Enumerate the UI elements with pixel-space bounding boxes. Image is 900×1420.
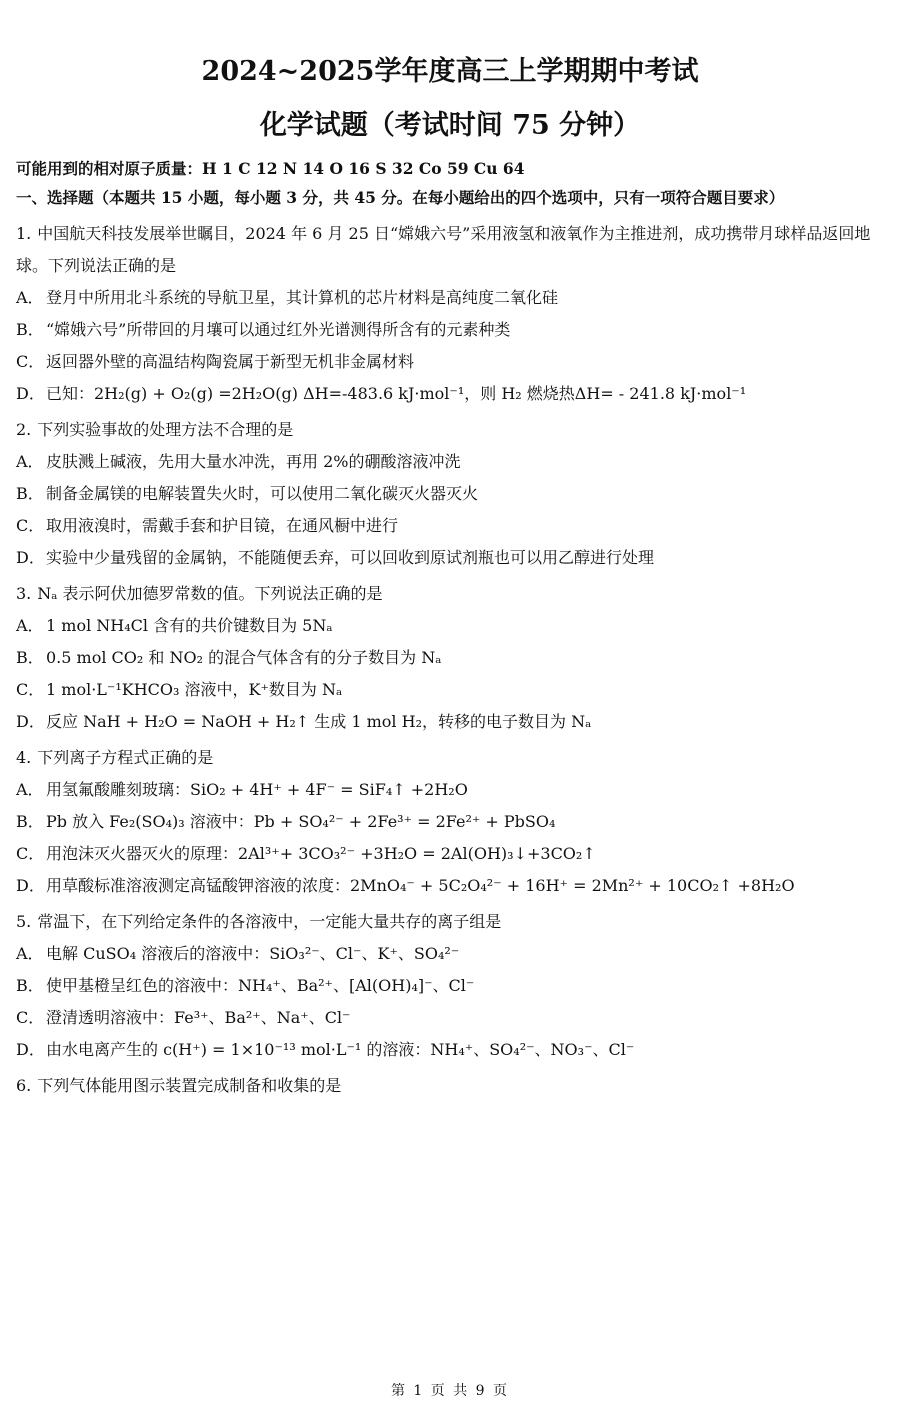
option-d bbox=[16, 542, 884, 574]
question-text: Nₐ 表示阿伏加德罗常数的值。下列说法正确的是 bbox=[37, 584, 383, 603]
question-stem bbox=[16, 414, 884, 446]
option-a bbox=[16, 774, 884, 806]
option-text: 制备金属镁的电解装置失火时，可以使用二氧化碳灭火器灭火 bbox=[46, 484, 479, 503]
question-stem bbox=[16, 1070, 884, 1102]
option-d bbox=[16, 706, 884, 738]
option-a bbox=[16, 282, 884, 314]
section-heading: 一、选择题（本题共 15 小题，每小题 3 分，共 45 分。在每小题给出的四个选项中，只有一项符合题目要求） bbox=[16, 188, 785, 207]
exam-title: 2024~2025学年度高三上学期期中考试 bbox=[201, 56, 699, 87]
option-label: B． bbox=[16, 648, 44, 667]
option-text: 由水电离产生的 c(H⁺) = 1×10⁻¹³ mol·L⁻¹ 的溶液：NH₄⁺、SO₄²⁻、NO₃⁻、Cl⁻ bbox=[46, 1040, 635, 1059]
option-text: 用草酸标准溶液测定高锰酸钾溶液的浓度：2MnO₄⁻ + 5C₂O₄²⁻ + 16H⁺ = 2Mn²⁺ + 10CO₂↑ +8H₂O bbox=[46, 876, 795, 895]
option-c bbox=[16, 510, 884, 542]
option-text: 1 mol NH₄Cl 含有的共价键数目为 5Nₐ bbox=[46, 616, 333, 635]
option-label: D． bbox=[16, 1040, 45, 1059]
option-c bbox=[16, 674, 884, 706]
option-text: 取用液溴时，需戴手套和护目镜，在通风橱中进行 bbox=[46, 516, 399, 535]
option-c bbox=[16, 346, 884, 378]
option-label: C． bbox=[16, 352, 45, 371]
option-label: B． bbox=[16, 320, 44, 339]
option-label: C． bbox=[16, 844, 45, 863]
question-text: 下列气体能用图示装置完成制备和收集的是 bbox=[37, 1076, 342, 1095]
option-label: D． bbox=[16, 712, 45, 731]
option-d bbox=[16, 1034, 884, 1066]
option-label: B． bbox=[16, 976, 44, 995]
option-text: Pb 放入 Fe₂(SO₄)₃ 溶液中：Pb + SO₄²⁻ + 2Fe³⁺ = 2Fe²⁺ + PbSO₄ bbox=[46, 812, 556, 831]
atomic-masses: 可能用到的相对原子质量：H 1 C 12 N 14 O 16 S 32 Co 59 Cu 64 bbox=[16, 159, 525, 178]
option-label: A． bbox=[16, 780, 44, 799]
option-a bbox=[16, 446, 884, 478]
option-d bbox=[16, 870, 884, 902]
question-number: 2. bbox=[16, 420, 32, 439]
option-b bbox=[16, 970, 884, 1002]
option-label: A． bbox=[16, 944, 44, 963]
option-text: 已知：2H₂(g) + O₂(g) =2H₂O(g) ΔH=-483.6 kJ·mol⁻¹，则 H₂ 燃烧热ΔH= - 241.8 kJ·mol⁻¹ bbox=[46, 384, 747, 403]
option-text: 0.5 mol CO₂ 和 NO₂ 的混合气体含有的分子数目为 Nₐ bbox=[46, 648, 442, 667]
question-text: 下列实验事故的处理方法不合理的是 bbox=[37, 420, 294, 439]
question-list bbox=[16, 218, 884, 1102]
option-label: A． bbox=[16, 616, 44, 635]
question-number: 3. bbox=[16, 584, 32, 603]
option-label: D． bbox=[16, 384, 45, 403]
option-text: 皮肤溅上碱液，先用大量水冲洗，再用 2%的硼酸溶液冲洗 bbox=[46, 452, 461, 471]
question-text: 下列离子方程式正确的是 bbox=[37, 748, 214, 767]
option-label: D． bbox=[16, 876, 45, 895]
question-stem bbox=[16, 906, 884, 938]
question-text: 中国航天科技发展举世瞩目，2024 年 6 月 25 日“嫦娥六号”采用液氢和液氧作为主推进剂，成功携带月球样品返回地球。下列说法正确的是 bbox=[16, 224, 871, 275]
option-text: 使甲基橙呈红色的溶液中：NH₄⁺、Ba²⁺、[Al(OH)₄]⁻、Cl⁻ bbox=[46, 976, 475, 995]
option-c bbox=[16, 1002, 884, 1034]
question-number: 1. bbox=[16, 224, 32, 243]
question-stem bbox=[16, 578, 884, 610]
option-label: A． bbox=[16, 288, 44, 307]
option-b bbox=[16, 642, 884, 674]
question-number: 5. bbox=[16, 912, 32, 931]
option-label: D． bbox=[16, 548, 45, 567]
option-b bbox=[16, 806, 884, 838]
option-text: 澄清透明溶液中：Fe³⁺、Ba²⁺、Na⁺、Cl⁻ bbox=[46, 1008, 351, 1027]
option-d bbox=[16, 378, 884, 410]
option-label: A． bbox=[16, 452, 44, 471]
option-text: 实验中少量残留的金属钠，不能随便丢弃，可以回收到原试剂瓶也可以用乙醇进行处理 bbox=[46, 548, 655, 567]
option-label: C． bbox=[16, 680, 45, 699]
option-text: 电解 CuSO₄ 溶液后的溶液中：SiO₃²⁻、Cl⁻、K⁺、SO₄²⁻ bbox=[46, 944, 460, 963]
option-label: C． bbox=[16, 1008, 45, 1027]
option-text: 用氢氟酸雕刻玻璃：SiO₂ + 4H⁺ + 4F⁻ = SiF₄↑ +2H₂O bbox=[46, 780, 468, 799]
question-text: 常温下，在下列给定条件的各溶液中，一定能大量共存的离子组是 bbox=[37, 912, 502, 931]
question-number: 6. bbox=[16, 1076, 32, 1095]
option-text: 返回器外壁的高温结构陶瓷属于新型无机非金属材料 bbox=[46, 352, 415, 371]
question-stem bbox=[16, 218, 884, 282]
page-footer: 第 1 页 共 9 页 bbox=[390, 1383, 510, 1399]
option-label: C． bbox=[16, 516, 45, 535]
option-b bbox=[16, 314, 884, 346]
option-text: 反应 NaH + H₂O = NaOH + H₂↑ 生成 1 mol H₂，转移的电子数目为 Nₐ bbox=[46, 712, 592, 731]
option-label: B． bbox=[16, 484, 44, 503]
option-label: B． bbox=[16, 812, 44, 831]
question-number: 4. bbox=[16, 748, 32, 767]
option-text: 登月中所用北斗系统的导航卫星，其计算机的芯片材料是高纯度二氧化硅 bbox=[46, 288, 559, 307]
option-text: 1 mol·L⁻¹KHCO₃ 溶液中，K⁺数目为 Nₐ bbox=[46, 680, 343, 699]
option-a bbox=[16, 938, 884, 970]
option-text: 用泡沫灭火器灭火的原理：2Al³⁺+ 3CO₃²⁻ +3H₂O = 2Al(OH)₃↓+3CO₂↑ bbox=[46, 844, 596, 863]
exam-subtitle: 化学试题（考试时间 75 分钟） bbox=[259, 110, 641, 141]
question-stem bbox=[16, 742, 884, 774]
option-b bbox=[16, 478, 884, 510]
option-a bbox=[16, 610, 884, 642]
option-text: “嫦娥六号”所带回的月壤可以通过红外光谱测得所含有的元素种类 bbox=[46, 320, 511, 339]
option-c bbox=[16, 838, 884, 870]
